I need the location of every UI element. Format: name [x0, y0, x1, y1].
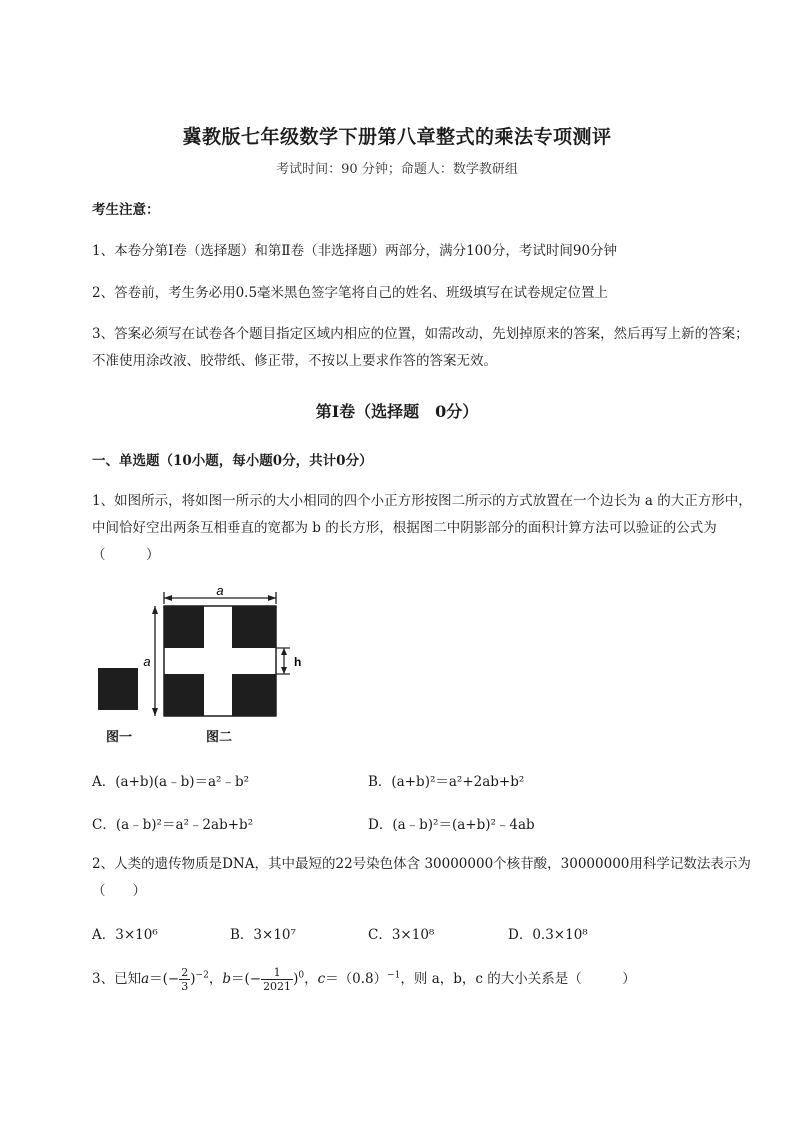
notice-heading: 考生注意： — [92, 202, 160, 218]
dark-corner-br — [232, 674, 276, 716]
notice-item-1: 1、本卷分第Ⅰ卷（选择题）和第Ⅱ卷（非选择题）两部分，满分100分，考试时间90分钟 — [92, 243, 618, 259]
label-h: h — [294, 655, 302, 669]
q3-prefix: 3、已知 — [92, 971, 142, 987]
section-title: 第Ⅰ卷（选择题 0分） — [315, 402, 479, 421]
q3-frac-a: $\frac{2}{3}$ — [181, 966, 189, 993]
exam-title: 冀教版七年级数学下册第八章整式的乘法专项测评 — [182, 126, 612, 148]
q2-option-b[interactable]: B．3×10⁷ — [230, 927, 296, 943]
question-1-figure — [92, 580, 312, 745]
dark-corner-tl — [164, 606, 204, 648]
caption-figure-1: 图一 — [106, 730, 133, 745]
label-a-left: a — [143, 654, 151, 669]
q1-option-c[interactable]: C．(a﹣b)²＝a²﹣2ab+b² — [92, 817, 254, 833]
q3-suffix: ，则 a，b，c 的大小关系是（ ） — [400, 971, 636, 987]
question-3-text: 3、已知a＝(− $\frac{2}{3}$ )$^{-2}$，b＝(− $\frac{1}{2021}$ )$^0$，$c=(0.8)^{-1}$，则 a，b，c 的大小关系是（ ） — [92, 966, 636, 993]
caption-figure-2: 图二 — [206, 730, 233, 745]
notice-item-3: 3、答案必须写在试卷各个题目指定区域内相应的位置，如需改动，先划掉原来的答案，然后再写上新的答案；不准使用涂改液、胶带纸、修正带，不按以上要求作答的答案无效。 — [92, 326, 749, 369]
q3-frac-b: $\frac{1}{2021}$ — [263, 966, 292, 993]
part-heading: 一、单选题（10小题，每小题0分，共计0分） — [92, 453, 373, 469]
q2-option-a[interactable]: A．3×10⁶ — [92, 927, 158, 943]
dark-corner-tr — [232, 606, 276, 648]
small-square — [98, 668, 138, 710]
q2-option-d[interactable]: D．0.3×10⁸ — [508, 927, 588, 943]
question-1-text: 1、如图所示，将如图一所示的大小相同的四个小正方形按图二所示的方式放置在一个边长为 a 的大正方形中，中间恰好空出两条互相垂直的宽都为 b 的长方形，根据图二中阴影部分的面积计算方法可以验证的公式为（ ） — [92, 493, 752, 563]
notice-item-2: 2、答卷前，考生务必用0.5毫米黑色签字笔将自己的姓名、班级填写在试卷规定位置上 — [92, 285, 609, 301]
dark-corner-bl — [164, 674, 204, 716]
q2-option-c[interactable]: C．3×10⁸ — [368, 927, 435, 943]
q1-option-b[interactable]: B．(a+b)²＝a²+2ab+b² — [368, 774, 525, 790]
question-2-text: 2、人类的遗传物质是DNA，其中最短的22号染色体含 30000000个核苷酸，30000000用科学记数法表示为（ ） — [92, 856, 751, 899]
q1-option-a[interactable]: A．(a+b)(a﹣b)＝a²﹣b² — [92, 774, 250, 790]
q1-option-d[interactable]: D．(a﹣b)²＝(a+b)²﹣4ab — [368, 817, 535, 833]
exam-subtitle: 考试时间：90 分钟；命题人：数学教研组 — [276, 162, 518, 177]
label-a-top: a — [216, 583, 224, 598]
square-diagram — [92, 580, 312, 745]
